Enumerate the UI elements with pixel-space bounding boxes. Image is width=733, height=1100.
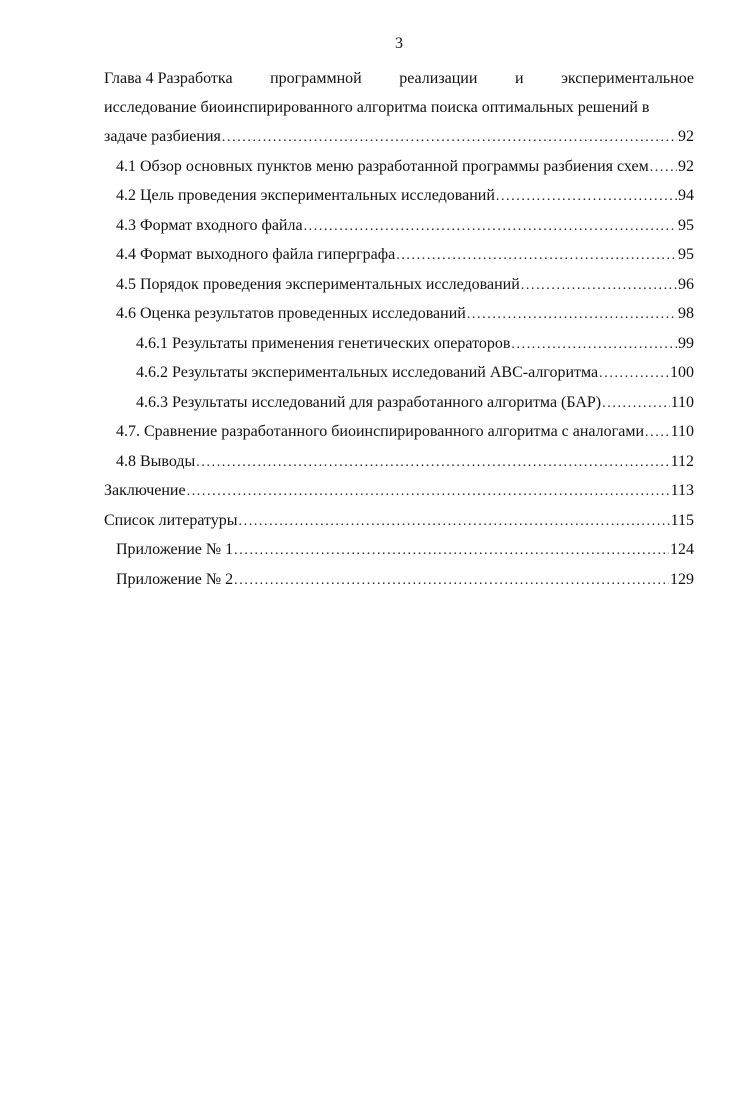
toc-entry-title: 4.2 Цель проведения экспериментальных исследований xyxy=(116,187,495,204)
toc-entry-4-6-1[interactable] xyxy=(104,329,694,359)
dot-leader xyxy=(521,271,677,301)
toc-entry-page: 92 xyxy=(678,157,694,175)
toc-entry-page: 95 xyxy=(678,246,694,263)
dot-leader xyxy=(234,536,669,566)
toc-entry-4-1[interactable] xyxy=(104,152,694,182)
toc-entry-4-8[interactable] xyxy=(104,447,694,477)
toc-entry-title: 4.4 Формат выходного файла гиперграфа xyxy=(116,246,396,263)
toc-entry-title: Заключение xyxy=(104,482,186,499)
toc-entry-title: 4.1 Обзор основных пунктов меню разработанной программы разбиения схем xyxy=(116,157,649,175)
toc-entry-appendix-1[interactable] xyxy=(104,535,694,565)
toc-entry-page: 110 xyxy=(670,423,694,440)
toc-entry-title: 4.8 Выводы xyxy=(116,452,196,470)
toc-entry-conclusion[interactable] xyxy=(104,476,694,506)
toc-entry-title: 4.6.3 Результаты исследований для разработанного алгоритма (БАР) xyxy=(136,393,602,411)
toc-entry-title: задаче разбиения xyxy=(104,128,221,145)
dot-leader xyxy=(599,359,669,389)
toc-entry-4-5[interactable] xyxy=(104,270,694,300)
dot-leader xyxy=(239,507,670,537)
dot-leader xyxy=(304,212,677,242)
toc-entry-4-6-3[interactable] xyxy=(104,388,694,418)
chapter-4-heading-line-1 xyxy=(104,64,694,93)
toc-entry-page: 110 xyxy=(670,393,694,411)
toc-entry-page: 100 xyxy=(670,364,694,381)
toc-entry-4-6[interactable] xyxy=(104,299,694,329)
toc-entry-appendix-2[interactable] xyxy=(104,565,694,595)
dot-leader xyxy=(496,182,677,212)
dot-leader xyxy=(222,123,677,153)
dot-leader xyxy=(645,418,670,448)
toc-entry-title: 4.5 Порядок проведения экспериментальных исследований xyxy=(116,275,520,293)
dot-leader xyxy=(650,153,677,183)
dot-leader xyxy=(196,448,669,478)
dot-leader xyxy=(511,330,677,360)
chapter-4-heading-line-2: исследование биоинспирированного алгоритма поиска оптимальных решений в xyxy=(104,99,650,116)
toc-entry-page: 94 xyxy=(678,187,694,204)
dot-leader xyxy=(602,389,669,419)
toc-entry-page: 129 xyxy=(670,570,694,588)
toc-entry-4-7[interactable] xyxy=(104,417,694,447)
chapter-4-word: и xyxy=(514,70,524,87)
page-number: 3 xyxy=(395,35,403,52)
toc-entry-page: 92 xyxy=(678,128,694,145)
toc-entry-title: Приложение № 1 xyxy=(116,541,234,558)
toc-entry-4-3[interactable] xyxy=(104,211,694,241)
dot-leader xyxy=(187,477,670,507)
toc-entry-page: 113 xyxy=(670,482,694,499)
toc-entry-title: Приложение № 2 xyxy=(116,570,234,588)
toc-entry-page: 98 xyxy=(678,305,694,322)
chapter-4-word: экспериментальное xyxy=(561,70,694,87)
table-of-contents xyxy=(104,64,694,594)
toc-entry-references[interactable] xyxy=(104,506,694,536)
toc-entry-4-4[interactable] xyxy=(104,240,694,270)
toc-entry-title: 4.7. Сравнение разработанного биоинспирированного алгоритма с аналогами xyxy=(116,423,645,440)
toc-entry-title: Список литературы xyxy=(104,511,238,529)
toc-entry-page: 99 xyxy=(678,334,694,352)
toc-entry-title: 4.6.2 Результаты экспериментальных исследований ABC-алгоритма xyxy=(136,364,599,381)
dot-leader xyxy=(234,566,669,596)
toc-entry-4-6-2[interactable] xyxy=(104,358,694,388)
dot-leader xyxy=(467,300,677,330)
toc-entry-title: 4.6 Оценка результатов проведенных исследований xyxy=(116,305,466,322)
toc-entry-page: 95 xyxy=(678,216,694,234)
toc-entry-page: 112 xyxy=(670,452,694,470)
toc-entry-page: 115 xyxy=(670,511,694,529)
toc-entry-title: 4.3 Формат входного файла xyxy=(116,216,303,234)
toc-entry-page: 96 xyxy=(678,275,694,293)
toc-entry-4-2[interactable] xyxy=(104,181,694,211)
toc-entry-page: 124 xyxy=(670,541,694,558)
chapter-4-word: Глава 4 Разработка xyxy=(104,70,233,87)
chapter-4-word: программной xyxy=(270,70,362,87)
dot-leader xyxy=(396,241,677,271)
toc-entry-chapter-4[interactable] xyxy=(104,122,694,152)
toc-entry-title: 4.6.1 Результаты применения генетических операторов xyxy=(136,334,511,352)
chapter-4-word: реализации xyxy=(399,70,478,87)
